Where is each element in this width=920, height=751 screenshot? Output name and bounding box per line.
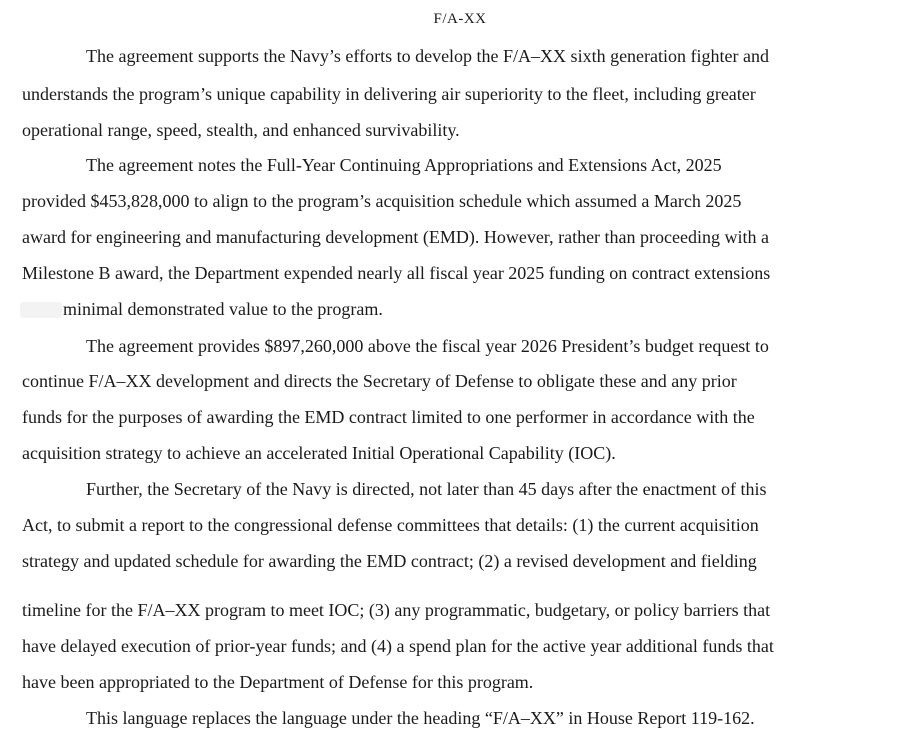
paragraph-3-line-1: The agreement provides $897,260,000 above the fiscal year 2026 President’s budget request to <box>86 336 769 356</box>
paragraph-2-line-3: award for engineering and manufacturing development (EMD). However, rather than proceeding with a <box>22 227 769 247</box>
paragraph-5-line-1: This language replaces the language under the heading “F/A–XX” in House Report 119-162. <box>86 708 755 728</box>
paragraph-4-line-3: strategy and updated schedule for awarding the EMD contract; (2) a revised development and fielding <box>22 551 757 571</box>
document-heading: F/A-XX <box>433 11 487 27</box>
paragraph-4-line-2: Act, to submit a report to the congressional defense committees that details: (1) the current acquisition <box>22 515 759 535</box>
paragraph-4-line-1: Further, the Secretary of the Navy is directed, not later than 45 days after the enactment of this <box>86 479 767 499</box>
paragraph-3-line-4: acquisition strategy to achieve an accelerated Initial Operational Capability (IOC). <box>22 443 616 463</box>
paragraph-1-line-2: understands the program’s unique capability in delivering air superiority to the fleet, including greater <box>22 84 756 104</box>
paragraph-1-line-1: The agreement supports the Navy’s efforts to develop the F/A–XX sixth generation fighter and <box>86 46 769 66</box>
paragraph-2-line-1: The agreement notes the Full-Year Continuing Appropriations and Extensions Act, 2025 <box>86 155 722 175</box>
paragraph-2-line-4: Milestone B award, the Department expended nearly all fiscal year 2025 funding on contract extensions <box>22 263 771 283</box>
paragraph-4-line-6: have been appropriated to the Department of Defense for this program. <box>22 672 534 692</box>
paragraph-2-line-2: provided $453,828,000 to align to the program’s acquisition schedule which assumed a March 2025 <box>22 191 742 211</box>
paragraph-3-line-3: funds for the purposes of awarding the EMD contract limited to one performer in accordance with the <box>22 407 755 427</box>
paragraph-4-line-4: timeline for the F/A–XX program to meet IOC; (3) any programmatic, budgetary, or policy barriers that <box>22 600 771 620</box>
paragraph-2-line-5: minimal demonstrated value to the program. <box>63 299 383 319</box>
paragraph-1-line-3: operational range, speed, stealth, and enhanced survivability. <box>22 120 460 140</box>
paragraph-3-line-2: continue F/A–XX development and directs the Secretary of Defense to obligate these and any prior <box>22 371 737 391</box>
redaction-smudge <box>20 302 62 318</box>
paragraph-4-line-5: have delayed execution of prior-year funds; and (4) a spend plan for the active year additional funds that <box>22 636 774 656</box>
